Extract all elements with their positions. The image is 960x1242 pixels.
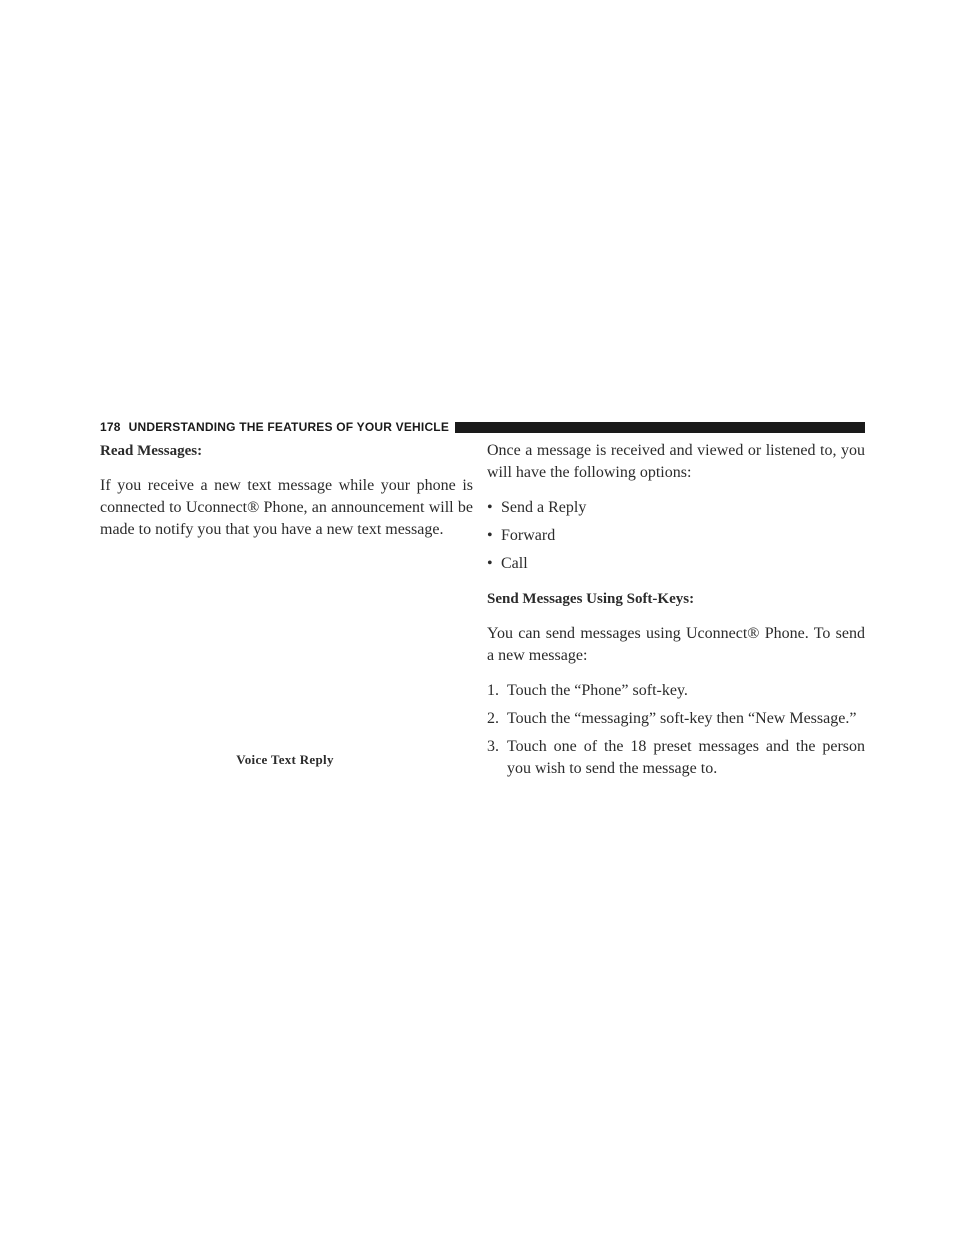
options-intro: Once a message is received and viewed or listened to, you will have the following options: <box>487 442 865 481</box>
header-rule <box>455 422 865 433</box>
bullet-icon: • <box>487 527 493 544</box>
step-number: 3. <box>487 738 499 755</box>
page-header <box>100 419 865 435</box>
send-messages-heading: Send Messages Using Soft-Keys: <box>487 591 695 607</box>
page-number: 178 <box>100 420 121 434</box>
section-title: UNDERSTANDING THE FEATURES OF YOUR VEHICLE <box>128 420 450 434</box>
list-item <box>487 553 865 575</box>
bullet-icon: • <box>487 499 493 516</box>
option-label: Send a Reply <box>501 499 587 516</box>
options-list <box>487 497 865 575</box>
step-text: Touch the “Phone” soft-key. <box>507 682 688 699</box>
step-number: 1. <box>487 682 499 699</box>
bullet-icon: • <box>487 555 493 572</box>
step-number: 2. <box>487 710 499 727</box>
step-text: Touch one of the 18 preset messages and the person you wish to send the message to. <box>507 738 865 777</box>
option-label: Forward <box>501 527 556 544</box>
list-item <box>487 525 865 547</box>
list-item <box>487 497 865 519</box>
list-item <box>487 680 865 702</box>
read-messages-heading: Read Messages: <box>100 443 203 459</box>
read-messages-paragraph: If you receive a new text message while your phone is connected to Uconnect® Phone, an announcement will be made to notify you that you have a new text message. <box>100 477 473 538</box>
left-column <box>100 440 473 554</box>
figure-caption: Voice Text Reply <box>236 752 334 767</box>
list-item <box>487 736 865 780</box>
right-column <box>487 440 865 786</box>
steps-list <box>487 680 865 780</box>
send-messages-paragraph: You can send messages using Uconnect® Phone. To send a new message: <box>487 625 865 664</box>
option-label: Call <box>501 555 528 572</box>
step-text: Touch the “messaging” soft-key then “New Message.” <box>507 710 857 727</box>
list-item <box>487 708 865 730</box>
figure-placeholder <box>100 540 473 745</box>
